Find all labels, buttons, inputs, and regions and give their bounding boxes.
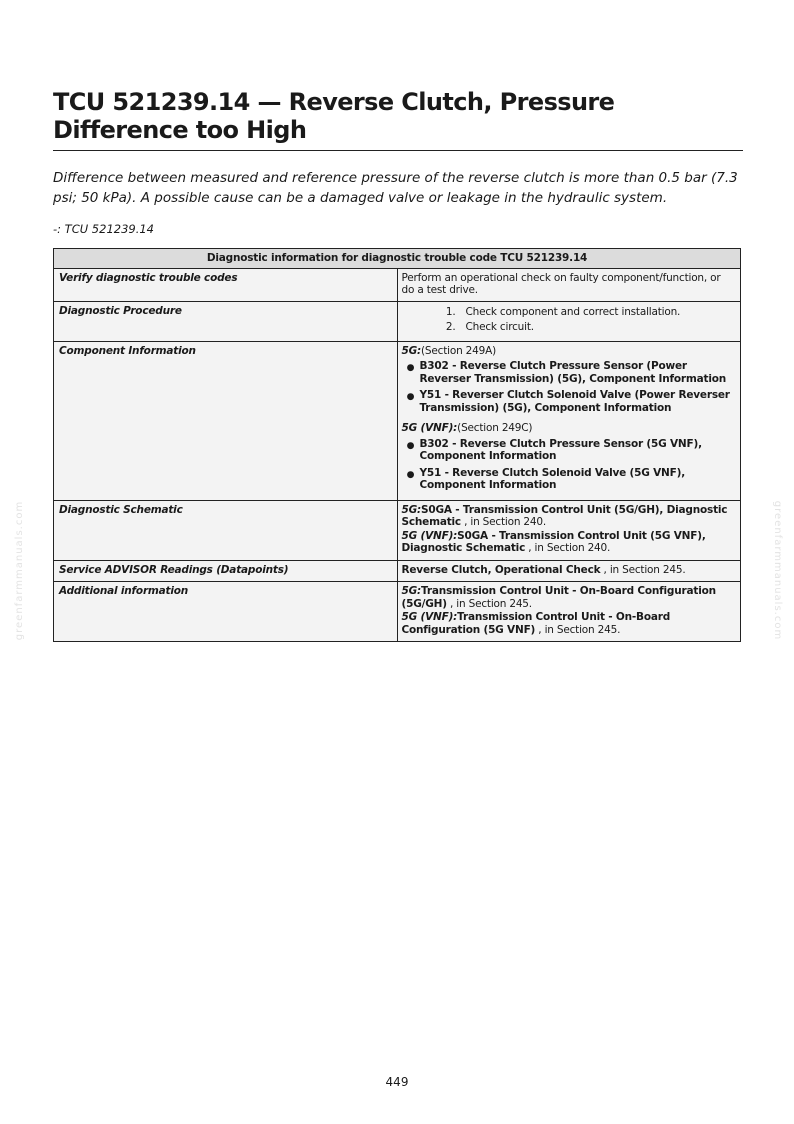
schematic-link[interactable]: S0GA - Transmission Control Unit (5G VNF), Diagnostic Schematic (401, 529, 706, 554)
schematic-line (402, 504, 737, 529)
bullet-icon: ● (406, 363, 415, 373)
table-row-readings (54, 560, 741, 582)
step-text: Check component and correct installation. (465, 305, 681, 318)
schematic-suffix: , in Section 240. (525, 542, 611, 554)
table-row-procedure (54, 301, 741, 341)
page-title: TCU 521239.14 — Reverse Clutch, Pressure Difference too High (53, 88, 743, 151)
component-link[interactable]: Y51 - Reverser Clutch Solenoid Valve (Power Reverser Transmission) (5G), Component Information (419, 389, 730, 414)
component-list (402, 360, 737, 414)
additional-line (402, 611, 737, 636)
readings-cell (397, 560, 741, 582)
readings-line (402, 564, 737, 577)
component-section: (Section 249A) (421, 344, 496, 357)
additional-suffix: , in Section 245. (446, 597, 532, 610)
table-row-component (54, 341, 741, 500)
bullet-icon: ● (406, 440, 415, 451)
additional-label: Additional information (54, 582, 398, 642)
table-row-schematic (54, 500, 741, 560)
watermark-left: greenfarmmanuals.com (14, 500, 26, 641)
procedure-cell (397, 301, 741, 341)
intro-paragraph: Difference between measured and reference pressure of the reverse clutch is more than 0.5 bar (7.3 psi; 50 kPa). A possible cause can be a damaged valve or leakage in the hydraulic system. (53, 170, 738, 206)
component-link[interactable]: B302 - Reverse Clutch Pressure Sensor (5G VNF), Component Information (419, 437, 702, 462)
code-reference: -: TCU 521239.14 (53, 222, 154, 236)
schematic-prefix: 5G: (401, 503, 422, 516)
schematic-line (402, 530, 737, 555)
verify-text: Perform an operational check on faulty component/function, or do a test drive. (397, 268, 741, 301)
component-prefix: 5G (VNF): (401, 422, 458, 434)
component-group-heading (402, 422, 737, 435)
component-link[interactable]: B302 - Reverse Clutch Pressure Sensor (Power Reverser Transmission) (5G), Component Information (419, 360, 727, 385)
list-item (402, 438, 737, 463)
diagnostic-table (53, 248, 741, 642)
component-link[interactable]: Y51 - Reverse Clutch Solenoid Valve (5G VNF), Component Information (419, 466, 685, 491)
list-item (402, 389, 737, 414)
readings-suffix: , in Section 245. (600, 563, 686, 576)
additional-prefix: 5G (VNF): (401, 611, 458, 623)
additional-link[interactable]: Transmission Control Unit - On-Board Configuration (5G/GH) (401, 585, 716, 610)
procedure-steps (402, 306, 737, 334)
schematic-link[interactable]: S0GA - Transmission Control Unit (5G/GH), Diagnostic Schematic (401, 503, 728, 528)
additional-prefix: 5G: (401, 585, 422, 597)
component-label: Component Information (54, 341, 398, 500)
readings-link[interactable]: Reverse Clutch, Operational Check (401, 563, 601, 576)
component-group-5g (402, 345, 737, 415)
component-group-heading (402, 345, 737, 358)
schematic-cell (397, 500, 741, 560)
schematic-suffix: , in Section 240. (460, 516, 547, 528)
table-row-additional (54, 582, 741, 642)
step-number: 2. (445, 321, 456, 333)
component-prefix: 5G: (401, 344, 422, 357)
step-number: 1. (445, 305, 456, 318)
list-item (402, 360, 737, 385)
additional-suffix: , in Section 245. (535, 623, 621, 636)
procedure-step (402, 321, 737, 334)
component-group-5g-vnf (402, 422, 737, 492)
component-section: (Section 249C) (457, 422, 533, 434)
table-header-row (54, 249, 741, 269)
readings-label: Service ADVISOR Readings (Datapoints) (54, 560, 398, 582)
component-list (402, 438, 737, 492)
component-cell (397, 341, 741, 500)
procedure-label: Diagnostic Procedure (54, 301, 398, 341)
bullet-icon: ● (406, 469, 415, 480)
watermark-right: greenfarmmanuals.com (772, 500, 784, 641)
table-header: Diagnostic information for diagnostic trouble code TCU 521239.14 (54, 249, 741, 269)
additional-cell (397, 582, 741, 642)
step-text: Check circuit. (465, 321, 534, 333)
additional-link[interactable]: Transmission Control Unit - On-Board Configuration (5G VNF) (401, 611, 671, 636)
verify-label: Verify diagnostic trouble codes (54, 268, 398, 301)
list-item (402, 467, 737, 492)
additional-line (402, 585, 737, 610)
schematic-prefix: 5G (VNF): (401, 529, 458, 542)
procedure-step (402, 306, 737, 319)
bullet-icon: ● (406, 392, 415, 402)
page-number: 449 (385, 1075, 409, 1089)
schematic-label: Diagnostic Schematic (54, 500, 398, 560)
table-row-verify (54, 268, 741, 301)
